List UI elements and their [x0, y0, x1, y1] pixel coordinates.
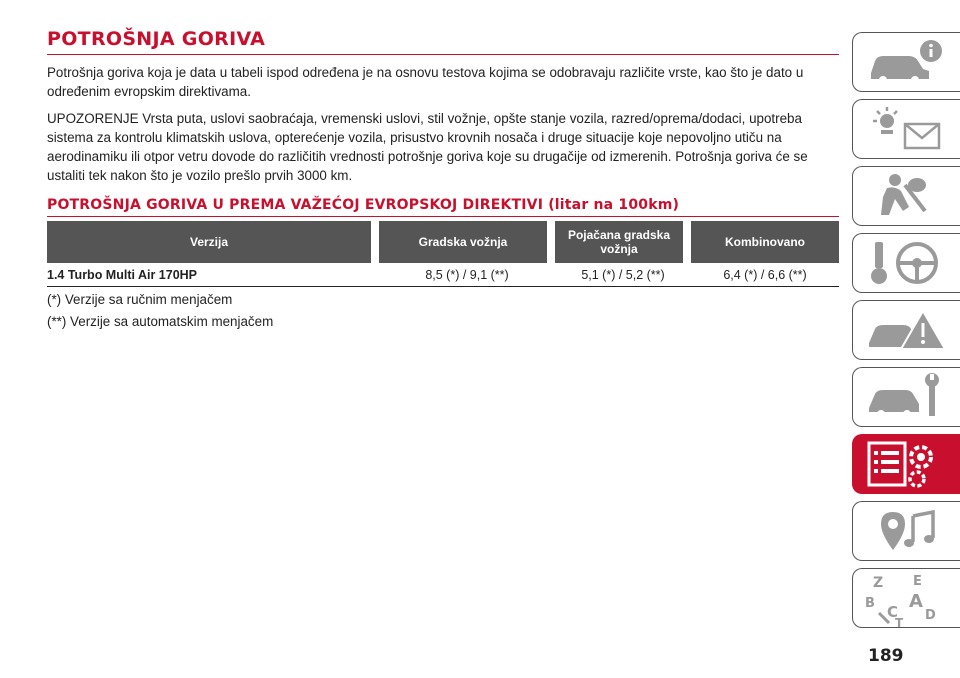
tab-warning-lights[interactable]: [852, 99, 960, 159]
cell-version: 1.4 Turbo Multi Air 170HP: [47, 267, 198, 282]
tab-safety[interactable]: [852, 166, 960, 226]
alphabetical-index-icon: [865, 573, 949, 627]
warning-paragraph: UPOZORENJE Vrsta puta, uslovi saobraćaja, vremenski uslovi, stil vožnje, opšte stanje vozila, razred/oprema/dodaci, upotreba sistema za kontrolu klimatskih uslova, opterećenje vozila, prisustvo krovnih nosača i druge situacije koje nepovoljno utiču na aerodinamiku ili otpor vetru dovode do različitih vrednosti potrošnje goriva koje su drugačije od izmerenih. Potrošnja goriva će se ustaliti tek nakon što je vozilo prešlo prvih 3000 km.: [47, 111, 808, 183]
safety-airbag-icon: [865, 171, 949, 221]
subsection-title: POTROŠNJA GORIVA U PREMA VAŽEĆOJ EVROPSKOJ DIREKTIVI (litar na 100km): [47, 197, 839, 217]
tab-maintenance[interactable]: [852, 367, 960, 427]
breakdown-warning-icon: [865, 305, 949, 355]
steering-key-icon: [865, 238, 949, 288]
warning-lights-icon: [865, 104, 949, 154]
fuel-consumption-table: [47, 221, 839, 287]
intro-paragraph: Potrošnja goriva koja je data u tabeli ispod određena je na osnovu testova kojima se odobravaju različite vrste, kao što je dato u određenim evropskim direktivama.: [47, 65, 804, 99]
column-header-city: Gradska vožnja: [379, 221, 547, 263]
cell-city: 8,5 (*) / 9,1 (**): [425, 267, 509, 282]
technical-data-icon: [865, 439, 949, 489]
page-number: 189: [868, 646, 904, 666]
footnote-automatic: (**) Verzije sa automatskim menjačem: [47, 314, 274, 329]
tab-car-info[interactable]: [852, 32, 960, 92]
section-title: POTROŠNJA GORIVA: [47, 28, 839, 55]
column-header-combined: Kombinovano: [691, 221, 839, 263]
index-letter: D: [925, 608, 936, 623]
car-info-icon: [865, 37, 949, 87]
tab-index[interactable]: [852, 568, 960, 628]
tab-starting-driving[interactable]: [852, 233, 960, 293]
multimedia-icon: [865, 506, 949, 556]
index-letter: B: [865, 596, 875, 611]
page-content: [47, 28, 839, 331]
cell-extra-urban: 5,1 (*) / 5,2 (**): [581, 267, 665, 282]
tab-technical-data[interactable]: [852, 434, 960, 494]
index-letter: A: [909, 591, 923, 612]
tab-multimedia[interactable]: [852, 501, 960, 561]
table-row: [47, 263, 839, 287]
index-letter: C: [887, 603, 899, 621]
cell-combined: 6,4 (*) / 6,6 (**): [723, 267, 807, 282]
index-letter: Z: [873, 575, 884, 591]
column-header-version: Verzija: [47, 221, 371, 263]
table-header: [47, 221, 839, 263]
maintenance-wrench-icon: [865, 372, 949, 422]
index-letter: T: [895, 616, 904, 627]
column-header-extra-urban: Pojačana gradska vožnja: [555, 221, 683, 263]
tab-emergency[interactable]: [852, 300, 960, 360]
footnote-manual: (*) Verzije sa ručnim menjačem: [47, 292, 233, 307]
index-letter: E: [913, 574, 922, 589]
